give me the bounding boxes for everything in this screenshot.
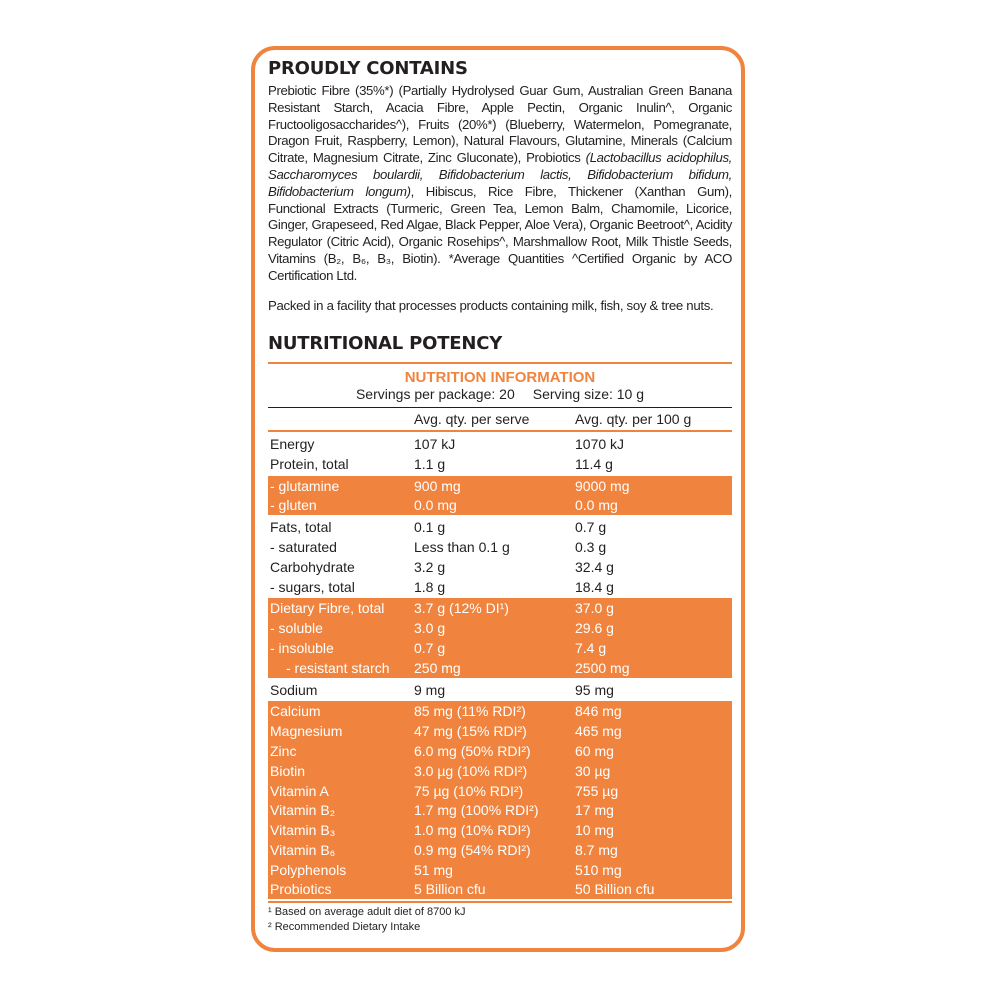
qty-per-100g: 18.4 g: [575, 578, 614, 595]
qty-per-serve: 75 µg (10% RDI²): [414, 782, 524, 799]
qty-per-100g: 755 µg: [575, 782, 619, 799]
footnote-2: ² Recommended Dietary Intake: [268, 921, 421, 934]
nutrient-name: Zinc: [270, 742, 297, 759]
nutritional-potency-heading: NUTRITIONAL POTENCY: [268, 333, 503, 355]
table-row: [268, 761, 732, 781]
qty-per-100g: 95 mg: [575, 681, 614, 698]
footnote-1: ¹ Based on average adult diet of 8700 kJ: [268, 906, 466, 919]
qty-per-100g: 29.6 g: [575, 620, 614, 637]
header-per-100g: Avg. qty. per 100 g: [575, 411, 692, 428]
table-row: [268, 537, 732, 557]
qty-per-100g: 7.4 g: [575, 639, 607, 656]
table-row: [268, 557, 732, 577]
serving-size: Serving size: 10 g: [532, 386, 645, 403]
qty-per-serve: Less than 0.1 g: [414, 538, 510, 555]
table-row: [268, 781, 732, 801]
table-row: [268, 820, 732, 840]
qty-per-100g: 846 mg: [575, 703, 622, 720]
nutrient-group-orange: [268, 598, 732, 677]
table-row: [268, 721, 732, 741]
qty-per-100g: 32.4 g: [575, 558, 614, 575]
ingredients-part-2: , Hibiscus, Rice Fibre, Thickener (Xanthan Gum), Functional Extracts (Turmeric, Green Tea, Lemon Balm, Chamomile, Licorice, Ginger, Grapeseed, Red Algae, Black Pepper, Aloe Vera), Organic Beetroot^, Acidity Regulator (Citric Acid), Organic Rosehips^, Marshmallow Root, Milk Thistle Seeds, Vitamins (B₂, B₆, B₃, Biotin). *Average Quantities ^Certified Organic by ACO Certification Ltd.: [268, 183, 732, 283]
qty-per-100g: 50 Billion cfu: [575, 881, 655, 898]
nutrient-group-orange: [268, 701, 732, 899]
table-row: [268, 701, 732, 721]
table-row: [268, 517, 732, 537]
qty-per-serve: 3.0 g: [414, 620, 446, 637]
qty-per-100g: 2500 mg: [575, 659, 630, 676]
qty-per-serve: 900 mg: [414, 477, 461, 494]
qty-per-serve: 0.7 g: [414, 639, 446, 656]
qty-per-100g: 30 µg: [575, 762, 611, 779]
serving-info: [268, 386, 732, 402]
qty-per-serve: 0.1 g: [414, 519, 446, 536]
nutrient-name: Probiotics: [270, 881, 332, 898]
qty-per-100g: 10 mg: [575, 822, 614, 839]
nutrient-name: Calcium: [270, 703, 321, 720]
qty-per-100g: 510 mg: [575, 861, 622, 878]
qty-per-serve: 0.0 mg: [414, 497, 457, 514]
qty-per-100g: 11.4 g: [575, 455, 613, 472]
qty-per-100g: 17 mg: [575, 802, 614, 819]
table-row: [268, 840, 732, 860]
table-row: [268, 598, 732, 618]
nutrient-name: - resistant starch: [286, 659, 390, 676]
nutrient-name: Vitamin B₆: [270, 841, 336, 858]
ingredients-part-1: Prebiotic Fibre (35%*) (Partially Hydrolysed Guar Gum, Australian Green Banana Resistant Starch, Acacia Fibre, Apple Pectin, Organic Inulin^, Organic Fructooligosaccharides^), Fruits (20%*) (Blueberry, Watermelon, Pomegranate, Dragon Fruit, Raspberry, Lemon), Natural Flavours, Glutamine, Minerals (Calcium Citrate, Magnesium Citrate, Zinc Gluconate), Probiotics: [268, 83, 732, 166]
qty-per-serve: 5 Billion cfu: [414, 881, 486, 898]
footnotes: [268, 901, 732, 935]
qty-per-serve: 1.0 mg (10% RDI²): [414, 822, 531, 839]
nutrient-name: - saturated: [270, 538, 337, 555]
qty-per-serve: 1.8 g: [414, 578, 446, 595]
qty-per-serve: 51 mg: [414, 861, 453, 878]
nutrient-group-plain: [268, 434, 732, 474]
table-row: [268, 577, 732, 597]
nutrient-name: - insoluble: [270, 639, 334, 656]
qty-per-serve: 0.9 mg (54% RDI²): [414, 841, 531, 858]
label-content: [268, 58, 732, 935]
nutrient-name: Fats, total: [270, 519, 332, 536]
qty-per-serve: 9 mg: [414, 681, 446, 698]
nutrient-name: Dietary Fibre, total: [270, 600, 385, 617]
nutrient-name: Polyphenols: [270, 861, 347, 878]
qty-per-100g: 37.0 g: [575, 600, 614, 617]
servings-per-package: Servings per package: 20: [355, 386, 515, 403]
nutrient-name: - sugars, total: [270, 578, 355, 595]
table-row: [268, 680, 732, 700]
nutrient-group-plain: [268, 680, 732, 700]
qty-per-100g: 9000 mg: [575, 477, 630, 494]
nutrient-name: - glutamine: [270, 477, 340, 494]
nutrient-group-orange: [268, 476, 732, 516]
table-row: [268, 638, 732, 658]
proudly-contains-heading: PROUDLY CONTAINS: [268, 58, 468, 79]
header-per-serve: Avg. qty. per serve: [414, 411, 530, 428]
qty-per-serve: 107 kJ: [414, 435, 456, 452]
qty-per-100g: 465 mg: [575, 723, 622, 740]
qty-per-100g: 0.3 g: [575, 538, 607, 555]
table-row: [268, 476, 732, 496]
nutrient-name: Carbohydrate: [270, 558, 355, 575]
nutrient-name: Vitamin B₃: [270, 822, 336, 839]
ingredients-text: [268, 83, 732, 285]
nutrient-name: - gluten: [270, 497, 317, 514]
table-row: [268, 860, 732, 880]
nutrient-name: Magnesium: [270, 723, 343, 740]
nutrient-name: - soluble: [270, 620, 323, 637]
table-header: [268, 407, 732, 432]
table-row: [268, 741, 732, 761]
table-row: [268, 618, 732, 638]
qty-per-serve: 250 mg: [414, 659, 461, 676]
nutrition-information-panel: [268, 362, 732, 935]
nutrient-name: Biotin: [270, 762, 306, 779]
table-row: [268, 880, 732, 900]
nutrient-name: Vitamin B₂: [270, 802, 336, 819]
qty-per-100g: 1070 kJ: [575, 435, 625, 452]
allergen-statement: Packed in a facility that processes products containing milk, fish, soy & tree nuts.: [268, 297, 714, 313]
nutrition-panel-title: NUTRITION INFORMATION: [404, 369, 596, 387]
nutrient-name: Sodium: [270, 681, 318, 698]
qty-per-serve: 6.0 mg (50% RDI²): [414, 742, 531, 759]
table-row: [268, 434, 732, 454]
qty-per-serve: 47 mg (15% RDI²): [414, 723, 527, 740]
qty-per-serve: 1.1 g: [414, 455, 446, 472]
nutrition-table-body: [268, 434, 732, 899]
qty-per-100g: 0.7 g: [575, 519, 607, 536]
nutrient-name: Protein, total: [270, 455, 349, 472]
qty-per-serve: 3.7 g (12% DI¹): [414, 600, 509, 617]
nutrient-name: Vitamin A: [270, 782, 329, 799]
qty-per-serve: 1.7 mg (100% RDI²): [414, 802, 539, 819]
qty-per-100g: 0.0 mg: [575, 497, 618, 514]
table-row: [268, 658, 732, 678]
table-row: [268, 454, 732, 474]
nutrient-group-plain: [268, 517, 732, 596]
nutrient-name: Energy: [270, 435, 315, 452]
table-row: [268, 495, 732, 515]
qty-per-100g: 60 mg: [575, 742, 614, 759]
probiotic-strains: (Lactobacillus acidophilus, Saccharomyces boulardii, Bifidobacterium lactis, Bifidobacterium bifidum, Bifidobacterium longum): [268, 150, 732, 199]
qty-per-serve: 3.0 µg (10% RDI²): [414, 762, 528, 779]
table-row: [268, 800, 732, 820]
qty-per-serve: 85 mg (11% RDI²): [414, 703, 526, 720]
qty-per-100g: 8.7 mg: [575, 841, 618, 858]
qty-per-serve: 3.2 g: [414, 558, 446, 575]
